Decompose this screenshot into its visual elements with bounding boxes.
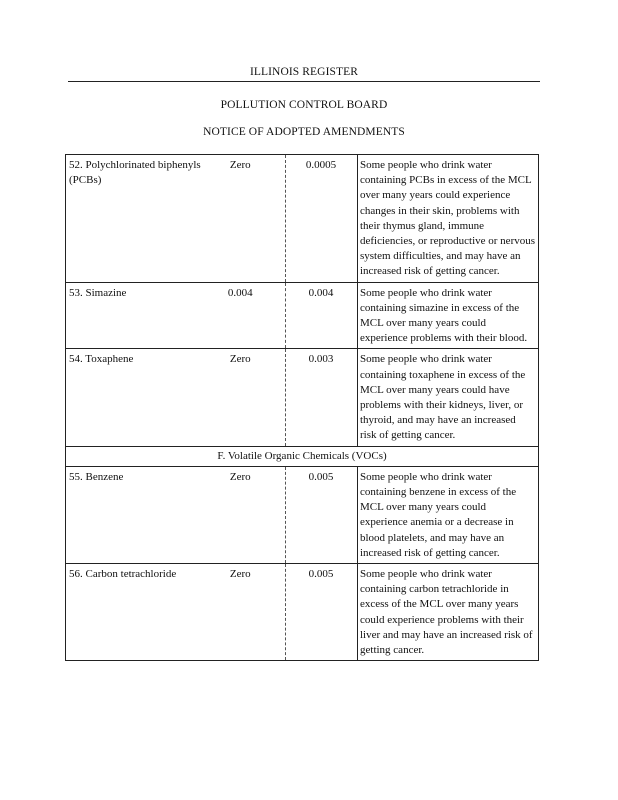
contaminant-name: 55. Benzene (66, 466, 206, 563)
board-title: POLLUTION CONTROL BOARD (220, 99, 388, 111)
table-row (66, 282, 539, 349)
header-divider (68, 81, 540, 82)
table-row (66, 564, 539, 661)
mclg-value: 0.004 (206, 282, 286, 349)
health-effect: Some people who drink water containing PCBs in excess of the MCL over many years could experience changes in their skin, problems with their thymus gland, immune deficiencies, or reproductive or nervous system difficulties, and may have an increased risk of getting cancer. (358, 155, 539, 283)
contaminant-name: 53. Simazine (66, 282, 206, 349)
mclg-value: Zero (206, 349, 286, 446)
mcl-value: 0.005 (286, 466, 358, 563)
mcl-value: 0.0005 (286, 155, 358, 283)
contaminant-name: 54. Toxaphene (66, 349, 206, 446)
table-row (66, 466, 539, 563)
health-effect: Some people who drink water containing toxaphene in excess of the MCL over many years could have problems with their kidneys, liver, or thyroid, and may have an increased risk of getting cancer. (358, 349, 539, 446)
register-title: ILLINOIS REGISTER (249, 66, 359, 78)
mclg-value: Zero (206, 155, 286, 283)
section-heading: F. Volatile Organic Chemicals (VOCs) (66, 446, 539, 466)
mcl-value: 0.004 (286, 282, 358, 349)
mclg-value: Zero (206, 466, 286, 563)
mcl-value: 0.005 (286, 564, 358, 661)
notice-title: NOTICE OF ADOPTED AMENDMENTS (203, 126, 405, 138)
mclg-value: Zero (206, 564, 286, 661)
health-effect: Some people who drink water containing benzene in excess of the MCL over many years could experience anemia or a decrease in blood platelets, and may have an increased risk of getting cancer. (358, 466, 539, 563)
table-row (66, 349, 539, 446)
contaminant-name: 52. Polychlorinated biphenyls (PCBs) (66, 155, 206, 283)
health-effect: Some people who drink water containing carbon tetrachloride in excess of the MCL over many years could experience problems with their liver and may have an increased risk of getting cancer. (358, 564, 539, 661)
health-effect: Some people who drink water containing simazine in excess of the MCL over many years could experience problems with their blood. (358, 282, 539, 349)
contaminant-name: 56. Carbon tetrachloride (66, 564, 206, 661)
contaminant-table (65, 154, 539, 661)
table-row (66, 155, 539, 283)
section-row (66, 446, 539, 466)
mcl-value: 0.003 (286, 349, 358, 446)
